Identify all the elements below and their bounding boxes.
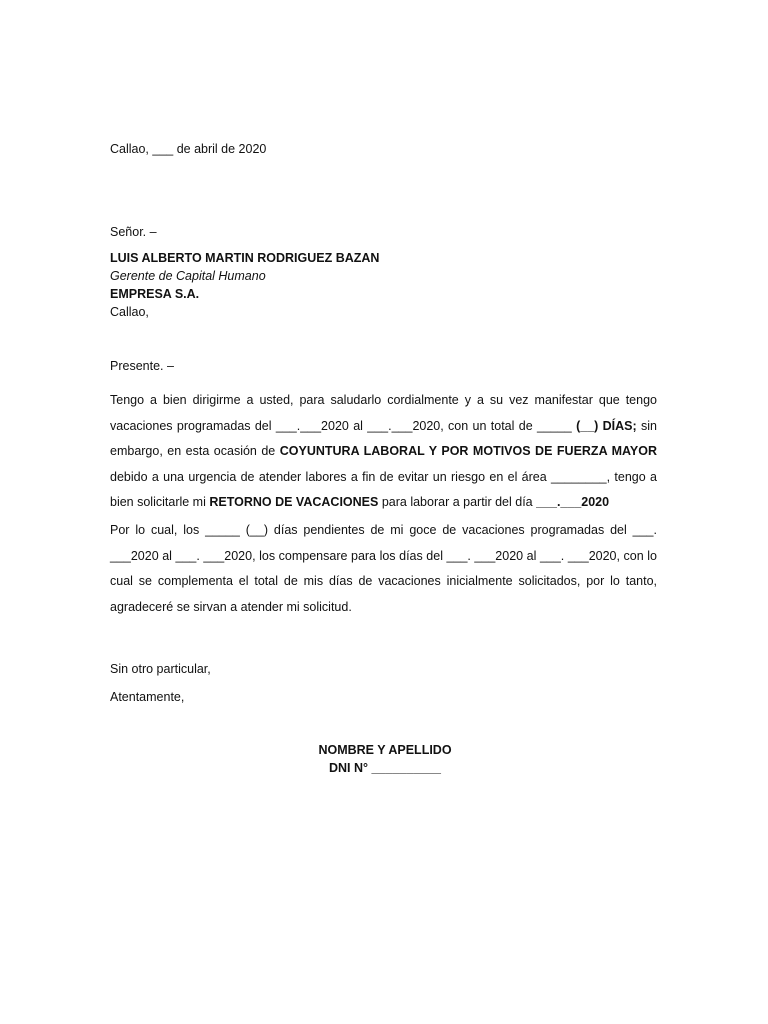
recipient-city: Callao, <box>110 305 149 319</box>
paragraph-1-bold-days: (__) DÍAS; <box>576 418 637 433</box>
presente: Presente. – <box>110 359 174 373</box>
closing-sin-otro: Sin otro particular, <box>110 662 211 676</box>
closing-atentamente: Atentamente, <box>110 690 185 704</box>
signature-block <box>250 741 520 777</box>
paragraph-1-bold-retorno: RETORNO DE VACACIONES <box>209 495 379 509</box>
paragraph-1-bold-date: ___.___2020 <box>536 495 610 509</box>
place-date: Callao, ___ de abril de 2020 <box>110 142 267 156</box>
body-paragraph-1 <box>110 388 657 516</box>
paragraph-1-text-3: debido a una urgencia de atender labores a fin de evitar un riesgo en el área ________, tengo a bien solicitarle mi <box>110 469 657 509</box>
body-paragraph-2: Por lo cual, los _____ (__) días pendientes de mi goce de vacaciones programadas del ___. ___2020 al ___. ___2020, los compensare para los días del ___. ___2020 al ___. ___2020, con lo cual se complementa el total de mis días de vacaciones inicialmente solicitados, por lo tanto, agradeceré se sirvan a atender mi solicitud. <box>110 523 657 614</box>
recipient-name: LUIS ALBERTO MARTIN RODRIGUEZ BAZAN <box>110 251 380 265</box>
paragraph-1-text-1: Tengo a bien dirigirme a usted, para saludarlo cordialmente y a su vez manifestar que tengo vacaciones programadas del ___.___2020 al ___.___2020, con un total de _____ <box>110 393 657 433</box>
recipient-position: Gerente de Capital Humano <box>110 269 266 283</box>
paragraph-1-text-4: para laborar a partir del día <box>378 495 537 509</box>
paragraph-1-bold-coyuntura: COYUNTURA LABORAL Y POR MOTIVOS DE FUERZA MAYOR <box>279 444 657 458</box>
recipient-company: EMPRESA S.A. <box>110 287 200 301</box>
signature-dni: DNI N° __________ <box>328 761 442 775</box>
signature-name: NOMBRE Y APELLIDO <box>318 743 452 757</box>
paragraph-1-text-2: sin embargo, en esta ocasión de <box>110 418 658 458</box>
salutation: Señor. – <box>110 225 157 239</box>
